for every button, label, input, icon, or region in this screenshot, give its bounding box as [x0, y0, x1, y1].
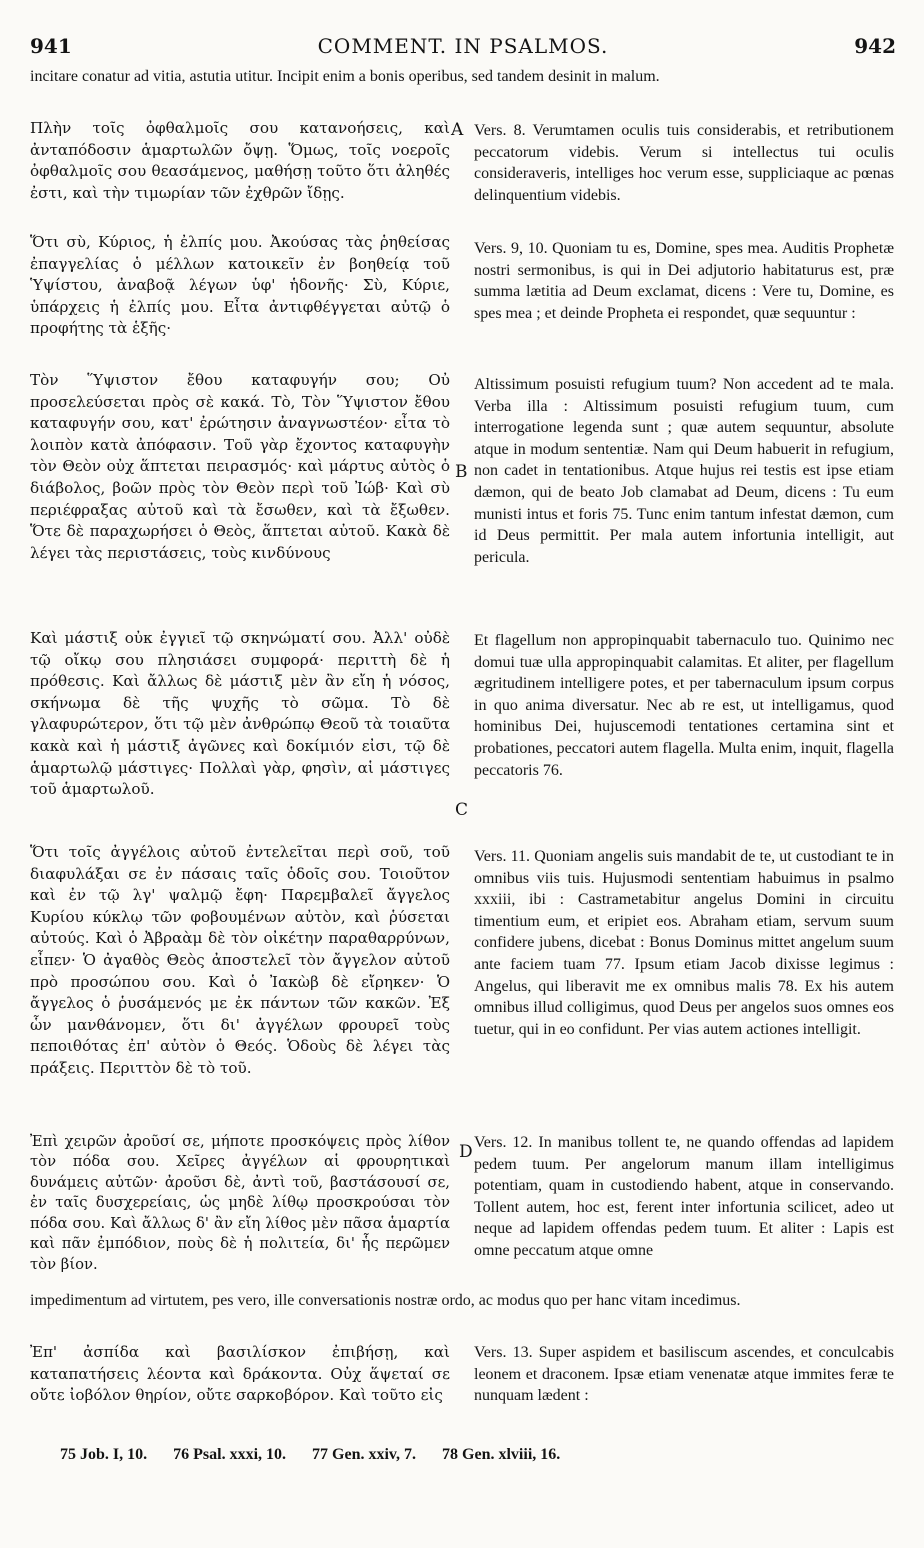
footnotes [60, 1446, 880, 1464]
greek-paragraph-4: Καὶ μάστιξ οὐκ ἐγγιεῖ τῷ σκηνώματί σου. Ἀλλ' οὐδὲ τῷ οἴκῳ σου πλησιάσει συμφορά· περιττὴ δὲ ἡ πρόθεσις. Καὶ ἄλλως δὲ μάστιξ μὲν ἂν εἴη ἡ νόσος, σκήνωμα δὲ τῆς ψυχῆς τὸ σῶμα. Τὸ δὲ γλαφυρώτερον, ὅτι τῷ μὲν ἀνθρώπῳ Θεοῦ τὰ τοιαῦτα κακὰ καὶ ἡ μάστιξ ἀγῶνες καὶ δοκίμιόν εἰσι, τῷ δὲ ἁμαρτωλῷ μάστιγες· Πολλαὶ γὰρ, φησὶν, αἱ μάστιγες τοῦ ἁμαρτωλοῦ. [30, 629, 450, 799]
footnote-78: 78 Gen. xlviii, 16. [442, 1446, 561, 1463]
footnote-77: 77 Gen. xxiv, 7. [312, 1446, 417, 1463]
margin-marker-d: D [459, 1142, 473, 1162]
footnote-75: 75 Job. I, 10. [60, 1446, 148, 1463]
top-continuation-line: incitare conatur ad vitia, astutia utitur. Incipit enim a bonis operibus, sed tandem desinit in malum. [30, 68, 660, 85]
footnote-76: 76 Psal. xxxi, 10. [173, 1446, 287, 1463]
latin-paragraph-1: Vers. 8. Verumtamen oculis tuis considerabis, et retributionem peccatorum videbis. Verum si intellectus tui oculis consideraveris, intelliges hoc verum esse, suppliciaque ac pœnas delinquentium videbis. [474, 122, 894, 204]
latin-paragraph-7: Vers. 13. Super aspidem et basiliscum ascendes, et conculcabis leonem et draconem. Ipsæ etiam venenatæ atque immites feræ te nunquam lædent : [474, 1344, 894, 1405]
greek-paragraph-6: Ἐπὶ χειρῶν ἀροῦσί σε, μήποτε προσκόψεις πρὸς λίθον τὸν πόδα σου. Χεῖρες ἀγγέλων αἱ φρουρητικαὶ δυνάμεις αὐτῶν· ἀροῦσι δὲ, ἀντὶ τοῦ, βαστάσουσί σε, ἐν ταῖς δυσχερείαις, ὡς μηδὲ λίθῳ προσκρούσαι τὸν πόδα σου. Καὶ ἄλλως δ' ἂν εἴη λίθος μὲν πᾶσα ἁμαρτία καὶ πᾶν ἐμπόδιον, ποὺς δὲ ἡ πολιτεία, δι' ἧς περῶμεν τὸν βίον. [30, 1133, 450, 1273]
greek-paragraph-7: Ἐπ' ἀσπίδα καὶ βασιλίσκον ἐπιβήσῃ, καὶ καταπατήσεις λέοντα καὶ δράκοντα. Οὐχ ἅψεταί σε οὔτε ἰοβόλον θηρίον, οὔτε σαρκοβόρον. Καὶ τοῦτο εἰς [30, 1343, 450, 1405]
greek-paragraph-1: Πλὴν τοῖς ὀφθαλμοῖς σου κατανοήσεις, καὶ ἀνταπόδοσιν ἁμαρτωλῶν ὄψῃ. Ὅμως, τοῖς νοεροῖς ὀφθαλμοῖς σου θεασάμενος, μαθήσῃ τοῦτο ὅτι ἀληθές ἐστι, καὶ τὴν τιμωρίαν τῶν ἐχθρῶν ἴδῃς. [30, 119, 450, 202]
margin-marker-b: B [455, 462, 468, 482]
running-title: COMMENT. IN PSALMOS. [317, 34, 609, 58]
greek-paragraph-5: Ὅτι τοῖς ἀγγέλοις αὐτοῦ ἐντελεῖται περὶ σοῦ, τοῦ διαφυλάξαι σε ἐν πάσαις ταῖς ὁδοῖς σου. Τοιοῦτον καὶ ἐν τῷ λγ' ψαλμῷ ἔφη· Παρεμβαλεῖ ἄγγελος Κυρίου κύκλῳ τῶν φοβουμένων αὐτὸν, καὶ ῥύσεται αὐτούς. Καὶ ὁ Ἀβραὰμ δὲ τὸν οἰκέτην παραθαρρύνων, εἶπεν· Ὁ ἀγαθὸς Θεὸς ἀποστελεῖ τὸν ἄγγελον αὐτοῦ πρὸ προσώπου σου. Καὶ ὁ Ἰακὼβ δὲ εἴρηκεν· Ὁ ἄγγελος ὁ ῥυσάμενός με ἐκ πάντων τῶν κακῶν. Ἐξ ὧν μανθάνομεν, ὅτι δι' ἀγγέλων φρουρεῖ τοὺς πεποιθότας ἐπ' αὐτὸν ὁ Θεός. Ὁδοὺς δὲ λέγει τὰς πράξεις. Περιττὸν δὲ τὸ τοῦ. [30, 843, 450, 1077]
latin-paragraph-2: Vers. 9, 10. Quoniam tu es, Domine, spes mea. Auditis Prophetæ nostri sermonibus, is qui in Dei adjutorio habitaturus est, præ summa lætitia ad Deum exclamat, dicens : Vere tu, Domine, es spes mea ; et deinde Propheta ei respondet, quæ sequuntur : [474, 240, 894, 322]
greek-paragraph-2: Ὅτι σὺ, Κύριος, ἡ ἐλπίς μου. Ἀκούσας τὰς ῥηθείσας ἐπαγγελίας ὁ μέλλων κατοικεῖν ἐν βοηθείᾳ τοῦ Ὑψίστου, ἀναβοᾷ λέγων ὑφ' ἡδονῆς· Σὺ, Κύριε, ὑπάρχεις ἡ ἐλπίς μου. Εἶτα ἀντιφθέγγεται αὐτῷ ὁ προφήτης τὰ ἑξῆς· [30, 233, 450, 338]
mid-continuation-line: impedimentum ad virtutem, pes vero, ille conversationis nostræ ordo, ac modus quo per hanc vitam incedimus. [30, 1292, 741, 1309]
latin-paragraph-3: Altissimum posuisti refugium tuum? Non accedent ad te mala. Verba illa : Altissimum posuisti refugium tuum, cum interrogatione legenda sunt ; quæ autem sequuntur, absolute atque in modum sententiæ. Nam qui Deum habuerit in refugium, non cadet in tentationibus. Atque hujus rei testis est ipse etiam dæmon, qui de beato Job clamabat ad Deum, dicens : Tu eum munisti intus et foris 75. Tunc enim tantum infestat dæmon, cum id Deus permittit. Per mala autem infortunia intelligit, aut pericula. [474, 376, 894, 566]
page-header [30, 34, 896, 64]
latin-paragraph-5: Vers. 11. Quoniam angelis suis mandabit de te, ut custodiant te in omnibus viis tuis. Hujusmodi sententiam habuimus in psalmo xxxiii, ibi : Castrametabitur angelus Domini in circuitu timentium eum, et eripiet eos. Abraham etiam, servum suum confidere jubens, dicebat : Bonus Dominus mittet angelum suum ante faciem tuam 77. Ipsum etiam Jacob dixisse legimus : Angelus, qui liberavit me ex omnibus malis 78. Ex his autem omnibus illud colligimus, quod Deus per angelos suos omnes eos tuetur, qui in eo confidunt. Per vias autem actiones intelligit. [474, 848, 894, 1038]
greek-paragraph-3: Τὸν Ὕψιστον ἔθου καταφυγήν σου; Οὐ προσελεύσεται πρὸς σὲ κακά. Τὸ, Τὸν Ὕψιστον ἔθου καταφυγήν σου, κατ' ἐρώτησιν ἀναγνωστέον· εἶτα τὸ λοιπὸν κατὰ ἀπόφασιν. Τοῦ γὰρ ἔχοντος καταφυγὴν τὸν Θεὸν οὐχ ἅπτεται πειρασμός· καὶ μάρτυς αὐτὸς ὁ διάβολος, βοῶν πρὸς τὸν Θεὸν περὶ τοῦ Ἰώβ· Καὶ σὺ περιέφραξας αὐτοῦ καὶ τὰ ἔσωθεν, καὶ τὰ ἔξωθεν. Ὅτε δὲ παραχωρήσει ὁ Θεὸς, ἅπτεται αὐτοῦ. Κακὰ δὲ λέγει τὰς περιστάσεις, τοὺς κινδύνους [30, 371, 450, 562]
page-number-left: 941 [30, 34, 72, 58]
latin-paragraph-6: Vers. 12. In manibus tollent te, ne quando offendas ad lapidem pedem tuum. Per angelorum manum illam intelligimus potentiam, quam in custodiendo habent, atque in conservando. Tollent autem, hoc est, ferent inter infortunia scilicet, adeo ut neque ad lapidem offendas pedem tuum. Et aliter : Lapis est omne peccatum atque omne [474, 1134, 894, 1259]
page-number-right: 942 [854, 34, 896, 58]
margin-marker-a: A [451, 120, 464, 140]
latin-paragraph-4: Et flagellum non appropinquabit tabernaculo tuo. Quinimo nec domui tuæ ulla appropinquabit calamitas. Et aliter, per flagellum ægritudinem intelligere potes, et per tabernaculum ipsum corpus in quo anima diversatur. Nec ab re est, ut intelligamus, quod hominibus Dei, hujuscemodi tentationes certamina sint et probationes, peccatori autem flagella. Multa enim, inquit, flagella peccatoris 76. [474, 632, 894, 779]
margin-marker-c: C [455, 800, 469, 820]
